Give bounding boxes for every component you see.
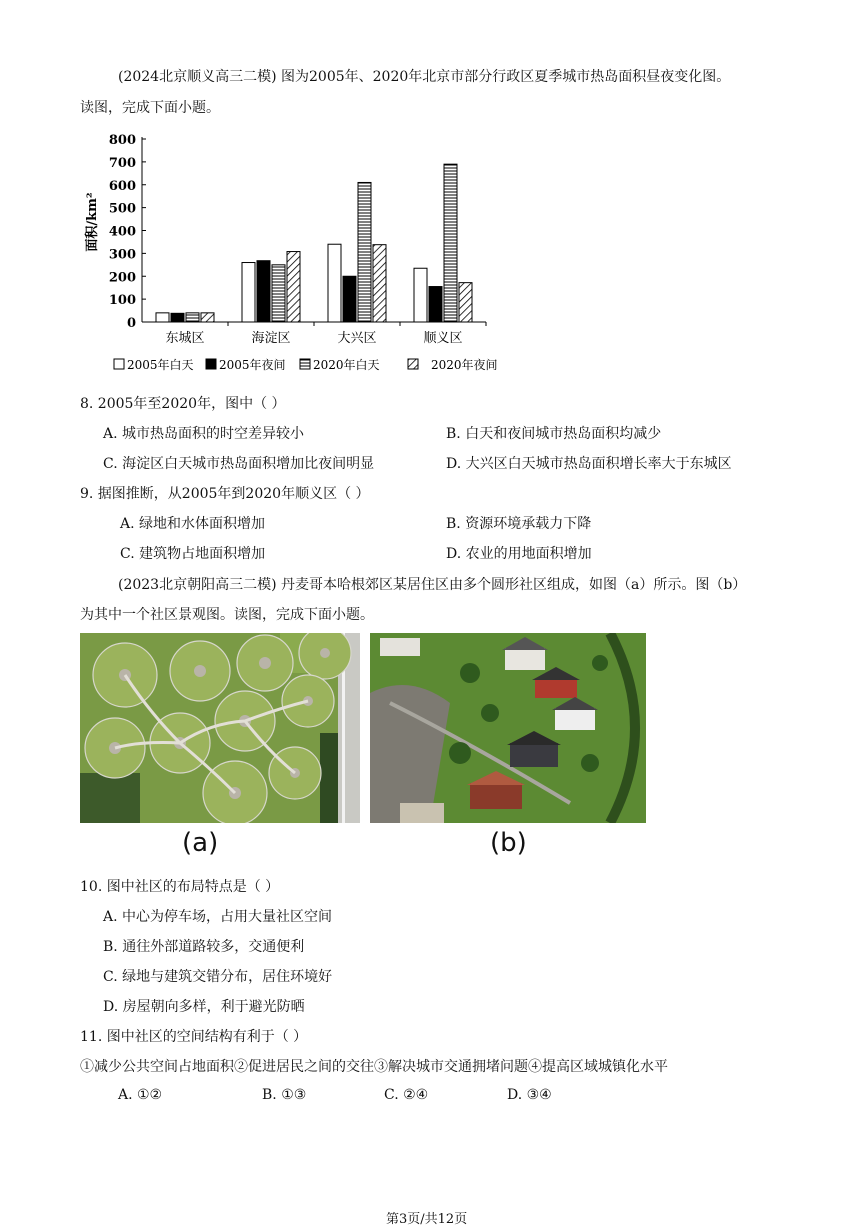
y-tick-label: 800	[108, 133, 136, 148]
bar	[287, 252, 300, 322]
bar	[257, 261, 270, 322]
bar	[242, 263, 255, 322]
bar	[429, 287, 442, 322]
q11-option-c[interactable]: C. ②④	[384, 1087, 429, 1103]
q11-statements: ①减少公共空间占地面积②促进居民之间的交往③解决城市交通拥堵问题④提高区域城镇化水平	[80, 1059, 668, 1075]
intro2-line-2: 为其中一个社区景观图。读图，完成下面小题。	[80, 607, 374, 623]
q9-option-c[interactable]: C. 建筑物占地面积增加	[120, 546, 266, 562]
x-tick-label: 顺义区	[423, 331, 463, 346]
q11-option-b[interactable]: B. ①③	[262, 1087, 307, 1103]
y-tick-label: 100	[108, 293, 136, 309]
y-axis-label: 面积/km²	[85, 192, 100, 252]
q10-option-b[interactable]: B. 通往外部道路较多，交通便利	[103, 939, 305, 955]
bar	[343, 276, 356, 322]
y-tick-label: 200	[108, 270, 136, 286]
intro2-line-1: (2023北京朝阳高三二模) 丹麦哥本哈根郊区某居住区由多个圆形社区组成，如图（a）所示。图（b）	[118, 577, 747, 593]
heat-island-bar-chart	[74, 128, 514, 380]
legend-label: 2020年夜间	[431, 358, 498, 372]
bar	[156, 313, 169, 322]
x-tick-label: 东城区	[165, 331, 205, 346]
x-tick-label: 海淀区	[251, 331, 291, 346]
figure-a-aerial-photo	[80, 633, 360, 823]
y-tick-label: 0	[126, 316, 136, 331]
y-tick-label: 300	[108, 247, 136, 263]
q11-option-a[interactable]: A. ①②	[118, 1087, 163, 1103]
legend-label: 2005年夜间	[219, 358, 286, 372]
y-tick-label: 600	[108, 178, 136, 194]
q8-option-a[interactable]: A. 城市热岛面积的时空差异较小	[103, 426, 305, 442]
figure-b-caption: (b)	[490, 828, 527, 858]
legend-swatch	[300, 359, 310, 369]
q10-option-d[interactable]: D. 房屋朝向多样，利于避光防晒	[103, 999, 305, 1015]
y-tick-label: 400	[108, 224, 136, 240]
bar	[444, 164, 457, 322]
q8-option-b[interactable]: B. 白天和夜间城市热岛面积均减少	[446, 426, 662, 442]
q8-option-c[interactable]: C. 海淀区白天城市热岛面积增加比夜间明显	[103, 456, 375, 472]
legend-swatch	[408, 359, 418, 369]
bar	[272, 265, 285, 322]
bar	[186, 313, 199, 322]
q9-option-b[interactable]: B. 资源环境承载力下降	[446, 516, 592, 532]
q11-option-d[interactable]: D. ③④	[507, 1087, 552, 1103]
bar	[414, 268, 427, 322]
q10-stem: 10. 图中社区的布局特点是（ ）	[80, 879, 280, 895]
bar	[201, 313, 214, 322]
bar	[328, 244, 341, 322]
q8-stem: 8. 2005年至2020年，图中（ ）	[80, 396, 286, 412]
figure-a-caption: (a)	[182, 828, 219, 858]
y-tick-label: 700	[108, 155, 136, 171]
intro-line-1: (2024北京顺义高三二模) 图为2005年、2020年北京市部分行政区夏季城市热岛面积昼夜变化图。	[118, 69, 731, 85]
bar	[171, 313, 184, 322]
x-tick-label: 大兴区	[337, 331, 377, 346]
y-tick-label: 500	[108, 201, 136, 217]
legend-swatch	[206, 359, 216, 369]
q10-option-a[interactable]: A. 中心为停车场，占用大量社区空间	[103, 909, 333, 925]
page-footer: 第3页/共12页	[386, 1212, 468, 1227]
bar	[358, 182, 371, 322]
q8-option-d[interactable]: D. 大兴区白天城市热岛面积增长率大于东城区	[446, 456, 732, 472]
q9-option-d[interactable]: D. 农业的用地面积增加	[446, 546, 592, 562]
legend-swatch	[114, 359, 124, 369]
bar	[459, 283, 472, 322]
bar	[373, 245, 386, 322]
intro-line-2: 读图，完成下面小题。	[80, 100, 220, 116]
legend-label: 2020年白天	[313, 358, 380, 372]
figure-b-landscape-photo	[370, 633, 646, 823]
legend-label: 2005年白天	[127, 358, 194, 372]
q10-option-c[interactable]: C. 绿地与建筑交错分布，居住环境好	[103, 969, 333, 985]
q9-stem: 9. 据图推断，从2005年到2020年顺义区（ ）	[80, 486, 370, 502]
q11-stem: 11. 图中社区的空间结构有利于（ ）	[80, 1029, 308, 1045]
q9-option-a[interactable]: A. 绿地和水体面积增加	[120, 516, 266, 532]
